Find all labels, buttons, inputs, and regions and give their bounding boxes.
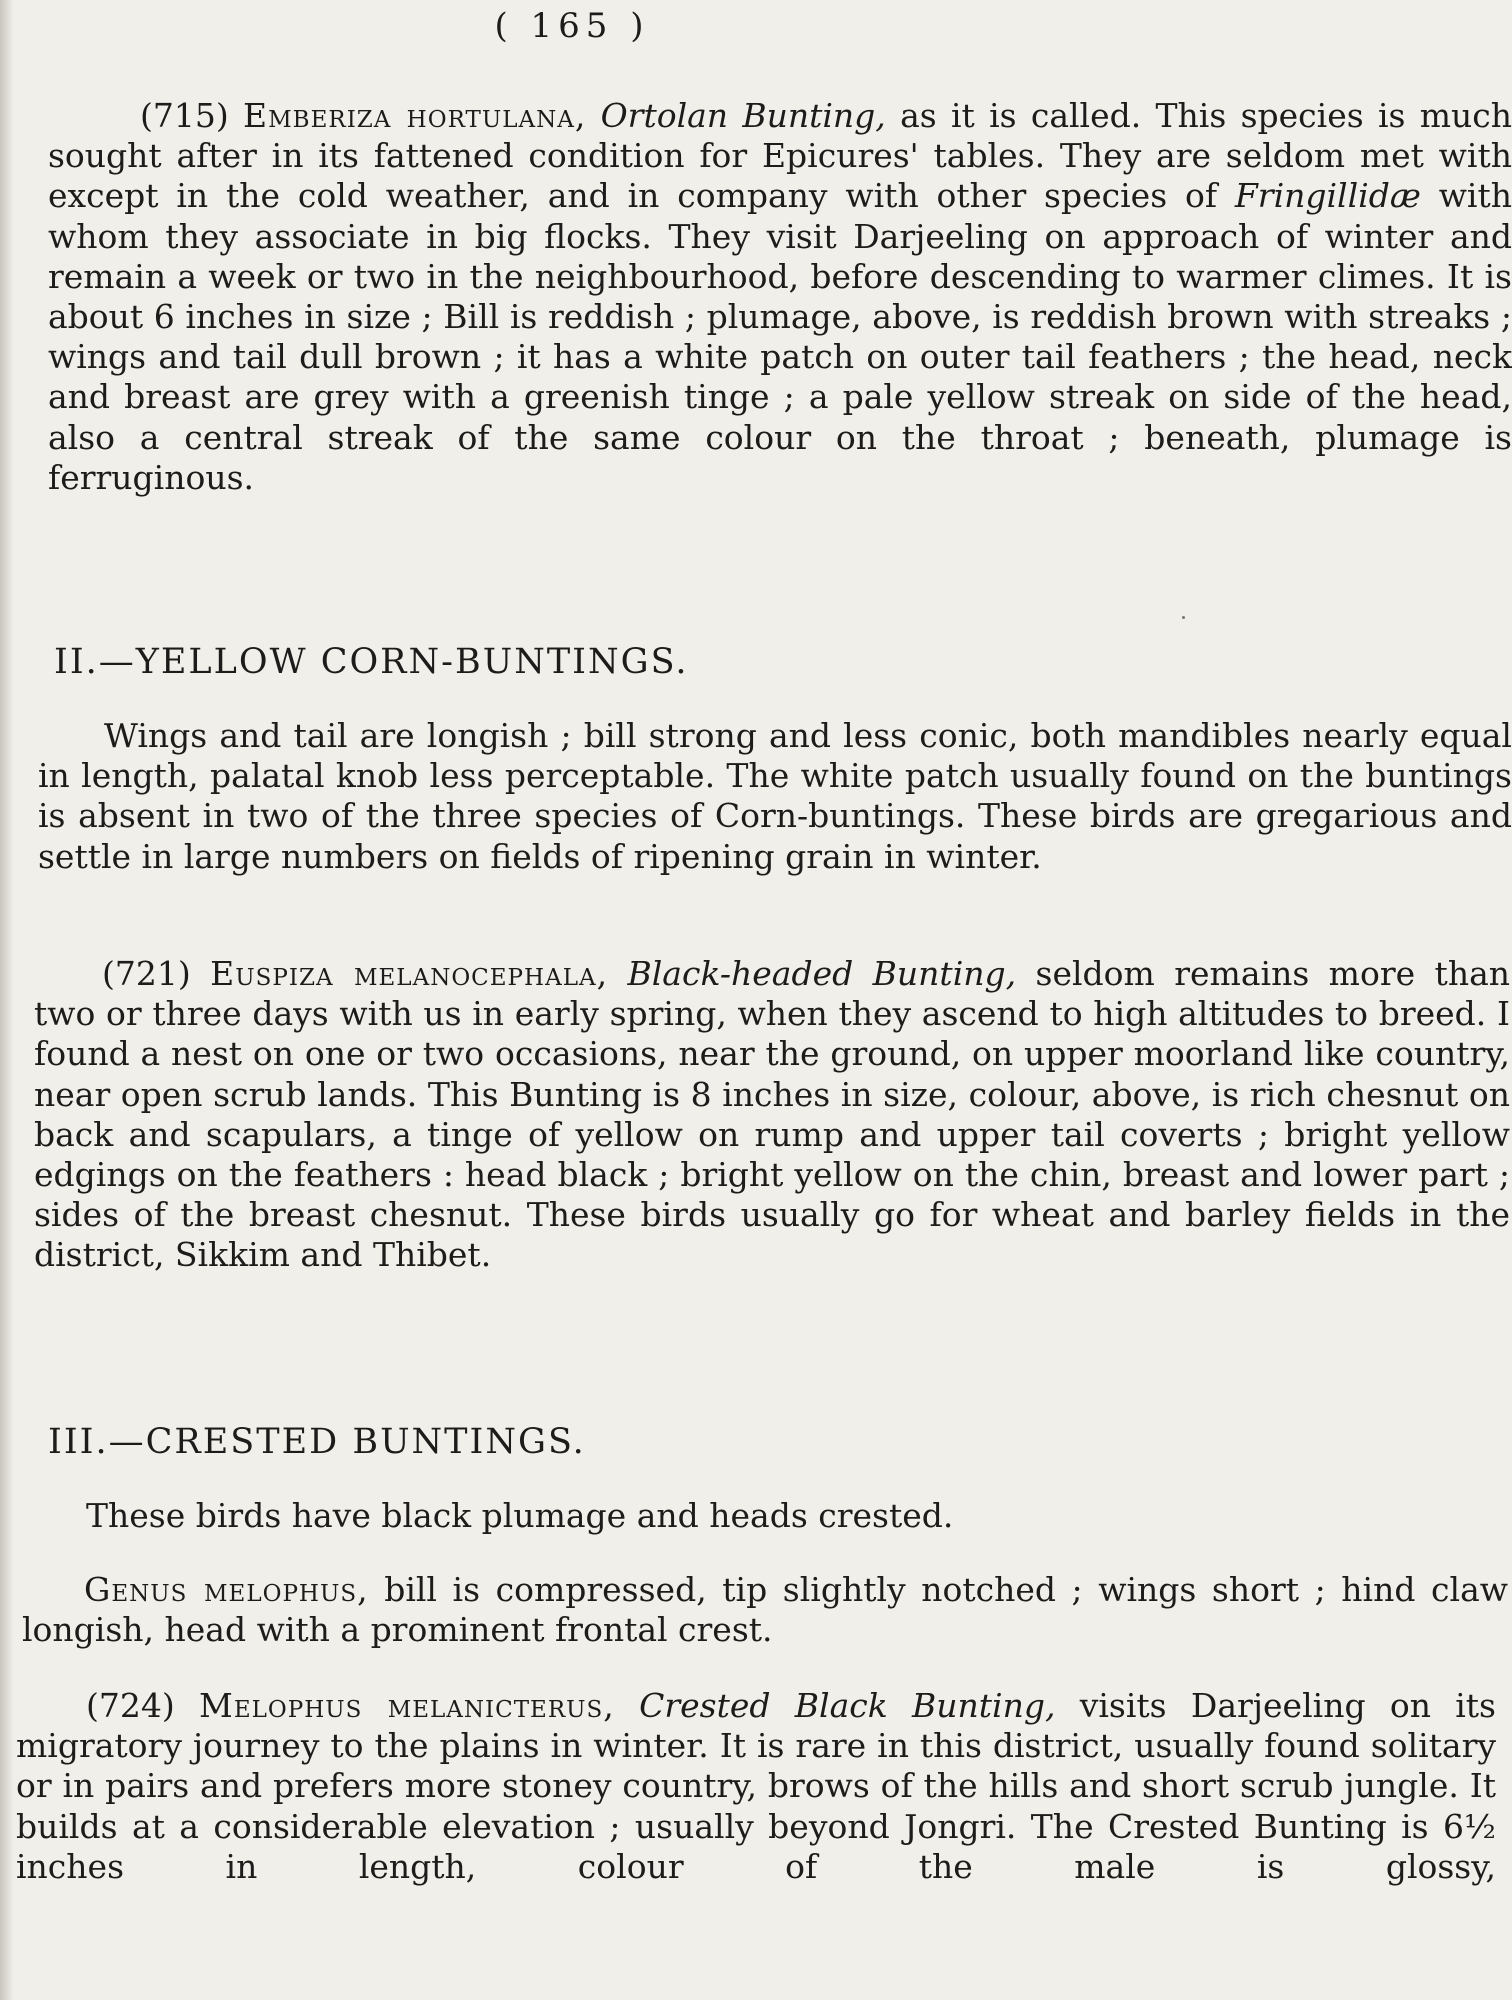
entry-715-body-2: with whom they associate in big flocks. They visit Darjeeling on approach of winter and remain a week or two in the neighbourhood, before descending to warmer climes. It is about 6 inches in size ; Bill is reddish ; plumage, above, is reddish brown with streaks ; wings and tail dull brown ; it has a white patch on outer tail feathers ; the head, neck and breast are grey with a greenish tinge ; a pale yellow streak on side of the head, also a central streak of the same colour on the throat ; beneath, plumage is ferruginous.	[48, 176, 1512, 497]
section-3-paragraph: These birds have black plumage and heads crested.	[86, 1496, 954, 1535]
genus-melophus-body: bill is compressed, tip slightly notched ; wings short ; hind claw longish, head with a prominent frontal crest.	[22, 1570, 1508, 1650]
section-2-paragraph: Wings and tail are longish ; bill strong and less conic, both mandibles nearly equal in length, palatal knob less perceptable. The white patch usually found on the buntings is absent in two of the three species of Corn-buntings. These birds are gregarious and settle in large numbers on fields of ripening grain in winter.	[38, 716, 1512, 876]
entry-715-species-name: Emberiza hortulana,	[243, 96, 587, 135]
entry-724-body: visits Darjeeling on its migratory journey to the plains in winter. It is rare in this district, usually found solitary or in pairs and prefers more stoney country, brows of the hills and short scrub jungle. It builds at a considerable elevation ; usually beyond Jongri. The Crested Bunting is 6½ inches in length, colour of the male is glossy,	[16, 1686, 1496, 1886]
entry-715-number: (715)	[140, 96, 229, 135]
entry-721-body: seldom remains more than two or three days with us in early spring, when they ascend to high altitudes to breed. I found a nest on one or two occasions, near the ground, on upper moorland like country, near open scrub lands. This Bunting is 8 inches in size, colour, above, is rich chesnut on back and scapulars, a tinge of yellow on rump and upper tail coverts ; bright yellow edgings on the feathers : head black ; bright yellow on the chin, breast and lower part ; sides of the breast chesnut. These birds usually go for wheat and barley fields in the district, Sikkim and Thibet.	[34, 954, 1510, 1275]
paper-speck	[1182, 616, 1185, 619]
entry-715-body-1: as it is called. This species is much sought after in its fattened condition for Epicures' tables. They are seldom met with except in the cold weather, and in company with other species of	[48, 96, 1512, 216]
entry-715-paragraph	[48, 96, 1512, 498]
entry-724-paragraph	[16, 1686, 1496, 1887]
entry-721-paragraph	[34, 954, 1510, 1276]
section-3-heading: III.—CRESTED BUNTINGS.	[48, 1422, 586, 1462]
entry-715-common-name: Ortolan Bunting,	[600, 96, 886, 135]
entry-724-number: (724)	[86, 1686, 175, 1725]
entry-724-common-name: Crested Black Bunting,	[639, 1686, 1056, 1725]
genus-melophus-paragraph	[22, 1570, 1508, 1650]
book-page	[16, 0, 1512, 2000]
page-number: ( 165 )	[494, 6, 650, 46]
page-gutter-shadow	[0, 0, 14, 2000]
entry-715-family-name: Fringillidæ	[1234, 176, 1421, 216]
section-2-heading: II.—YELLOW CORN-BUNTINGS.	[54, 642, 689, 682]
genus-melophus-label: Genus melophus,	[84, 1570, 369, 1609]
entry-721-common-name: Black-headed Bunting,	[627, 954, 1017, 993]
entry-724-species-name: Melophus melanicterus,	[199, 1686, 615, 1725]
entry-721-number: (721)	[102, 954, 191, 993]
entry-721-species-name: Euspiza melanocephala,	[210, 954, 609, 993]
